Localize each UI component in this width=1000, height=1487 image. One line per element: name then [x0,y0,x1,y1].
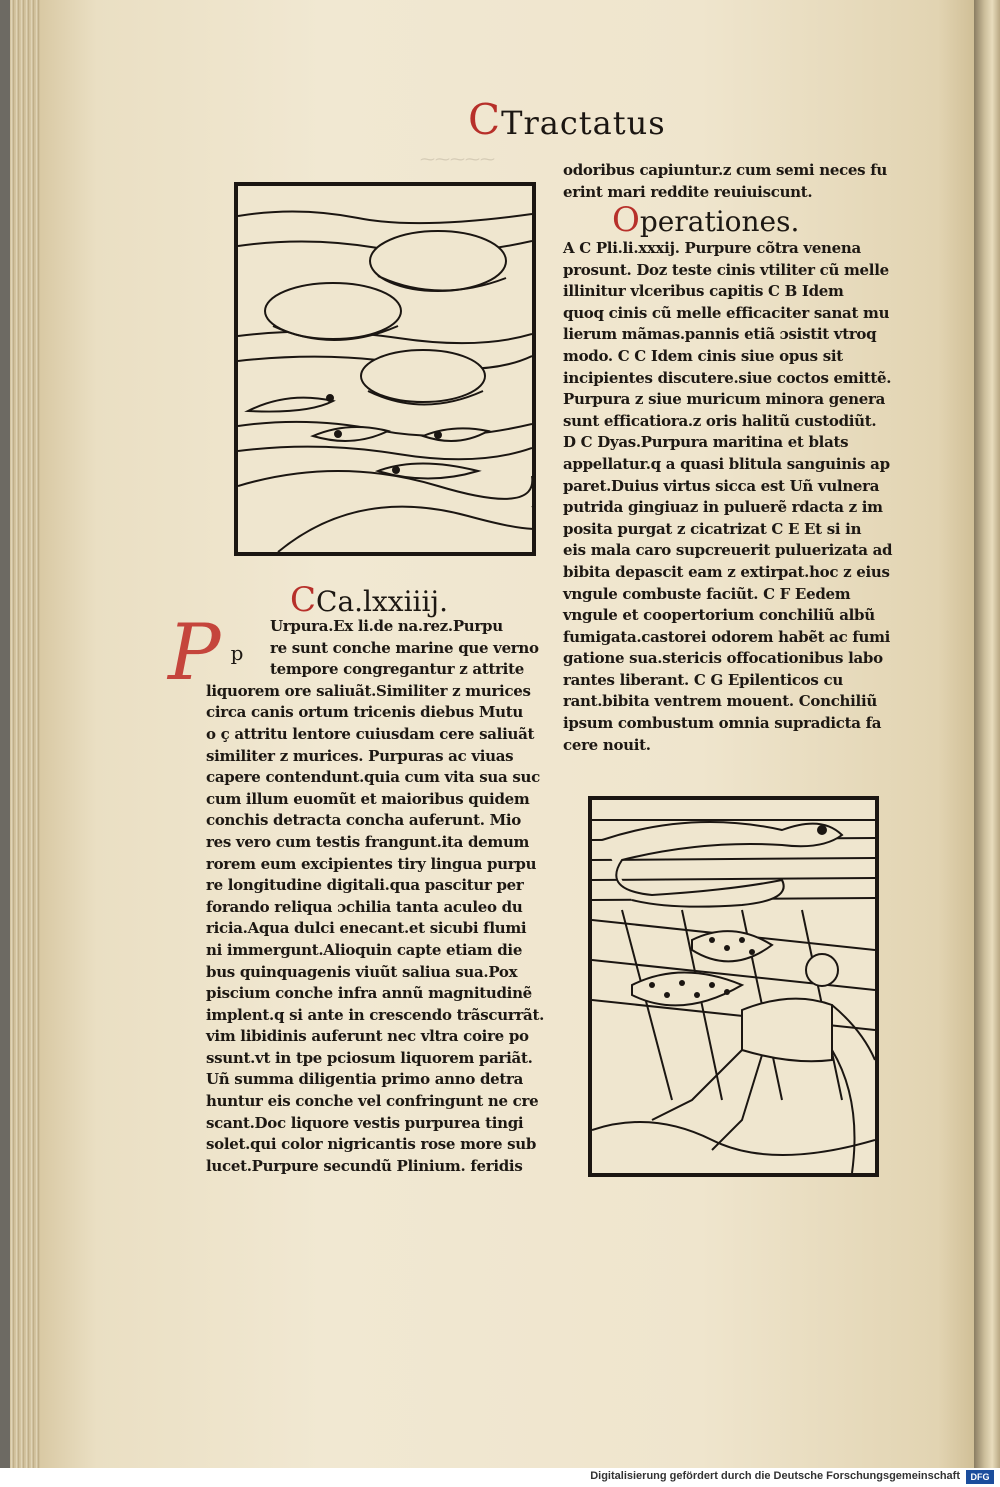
text-line: similiter z murices. Purpuras ac viuas [206,746,514,765]
text-line: putrida gingiuaz in puluerẽ rdacta z im [563,498,883,517]
text-line: vngule combuste faciũt. C F Eedem [563,584,851,603]
woodcut-diver-whale-illustration [592,800,875,1173]
text-line: rantes liberant. C G Epilenticos cu [563,670,843,689]
woodcut-diver-whale [588,796,879,1177]
text-line: rorem eum excipientes tiry lingua purpu [206,854,537,873]
text-line: Uñ summa diligentia primo anno detra [206,1070,524,1089]
footer-bar [0,1468,1000,1487]
chapter-heading-initial: C [290,580,317,620]
text-line: capere contendunt.quia cum vita sua suc [206,768,540,787]
text-line: ipsum combustum omnia supradicta fa [563,714,882,733]
left-text-column [206,616,545,1177]
text-line: re sunt conche marine que verno [270,638,539,657]
show-through-text: ⁓⁓⁓⁓⁓ [420,150,495,168]
header-initial: C [468,95,502,144]
text-line: piscium conche infra annũ magnitudinẽ [206,984,532,1003]
text-line: D C Dyas.Purpura maritina et blats [563,433,849,452]
right-text-column [563,238,893,756]
chapter-heading [290,580,448,620]
footer-credit: Digitalisierung gefördert durch die Deutsche Forschungsgemeinschaft [590,1470,960,1482]
text-line: cum illum euomũt et maioribus quidem [206,789,530,808]
text-line: illinitur vlceribus capitis C B Idem [563,282,844,301]
chapter-heading-text: Ca.lxxiiij. [316,585,449,618]
text-line: liquorem ore saliuãt.Similiter z murices [206,681,531,700]
text-line: huntur eis conche vel confringunt ne cre [206,1092,539,1111]
text-line: implent.q si ante in crescendo trãscurrãt. [206,1005,545,1024]
text-line: forando reliqua ɔchilia tanta aculeo du [206,897,523,916]
text-line: Purpura z siue muricum minora genera [563,390,886,409]
text-line: posita purgat z cicatrizat C E Et si in [563,519,862,538]
text-line: solet.qui color nigricantis rose more sub [206,1135,537,1154]
binding-gutter [974,0,1000,1468]
text-line: bus quinquagenis viuũt saliua sua.Pox [206,962,518,981]
text-line: modo. C C Idem cinis siue opus sit [563,346,843,365]
text-line: eis mala caro supcreuerit puluerizata ad [563,541,893,560]
text-line: incipientes discutere.siue coctos emittẽ. [563,368,892,387]
text-line: lierum mãmas.pannis etiã ɔsistit vtroq [563,325,877,344]
text-line: ssunt.vt in tpe pciosum liquorem pariãt. [206,1048,533,1067]
text-line: A C Pli.li.xxxij. Purpure cõtra venena [563,239,861,257]
text-line: fumigata.castorei odorem habẽt ac fumi [563,627,891,646]
text-line: res vero cum testis frangunt.ita demum [206,832,530,851]
text-line: rant.bibita ventrem mouent. Conchiliũ [563,692,877,711]
text-line: odoribus capiuntur.z cum semi neces fu [563,161,887,179]
woodcut-shells-fish [234,182,536,556]
text-line: paret.Duius virtus sicca est Uñ vulnera [563,476,880,495]
text-line: sunt efficatiora.z oris halitũ custodiũt. [563,411,877,430]
text-line: circa canis ortum tricenis diebus Mutu [206,703,523,722]
header-title: Tractatus [501,104,666,142]
text-line: lucet.Purpure secundũ Plinium. feridis [206,1156,523,1175]
text-line: quoq cinis cũ melle efficaciter sanat mu [563,303,890,322]
text-line: cere nouit. [563,735,651,754]
text-line: appellatur.q a quasi blitula sanguinis ap [563,454,890,473]
text-line: vngule et coopertorium conchiliũ albũ [563,606,875,625]
drop-initial-red: P [168,608,221,698]
section-heading [612,200,799,240]
text-line: Urpura.Ex li.de na.rez.Purpu [270,617,503,635]
text-line: gatione sua.stericis offocationibus labo [563,649,883,668]
text-line: bibita depascit eam z extirpat.hoc z eius [563,562,890,581]
text-line: vim libidinis auferunt nec vltra coire po [206,1027,529,1046]
right-intro-text [563,160,887,203]
text-line: conchis detracta concha auferunt. Mio [206,811,521,830]
woodcut-shells-fish-illustration [238,186,532,552]
text-line: re longitudine digitali.qua pascitur per [206,876,524,895]
running-header [468,95,666,144]
section-heading-text: perationes. [639,205,800,238]
text-line: tempore congregantur z attrite [270,660,524,679]
text-line: scant.Doc liquore vestis purpurea tingi [206,1113,524,1132]
section-heading-initial: O [612,200,640,240]
drop-initial-guide-letter: p [230,641,244,665]
dfg-logo: DFG [966,1470,994,1484]
text-line: prosunt. Doz teste cinis vtiliter cũ melle [563,260,889,279]
text-line: ni immergunt.Alioquin capte etiam die [206,940,523,959]
text-line: o ç attritu lentore cuiusdam cere saliuãt [206,724,535,743]
text-line: ricia.Aqua dulci enecant.et sicubi flumi [206,919,527,938]
text-line: erint mari reddite reuiuiscunt. [563,182,813,201]
